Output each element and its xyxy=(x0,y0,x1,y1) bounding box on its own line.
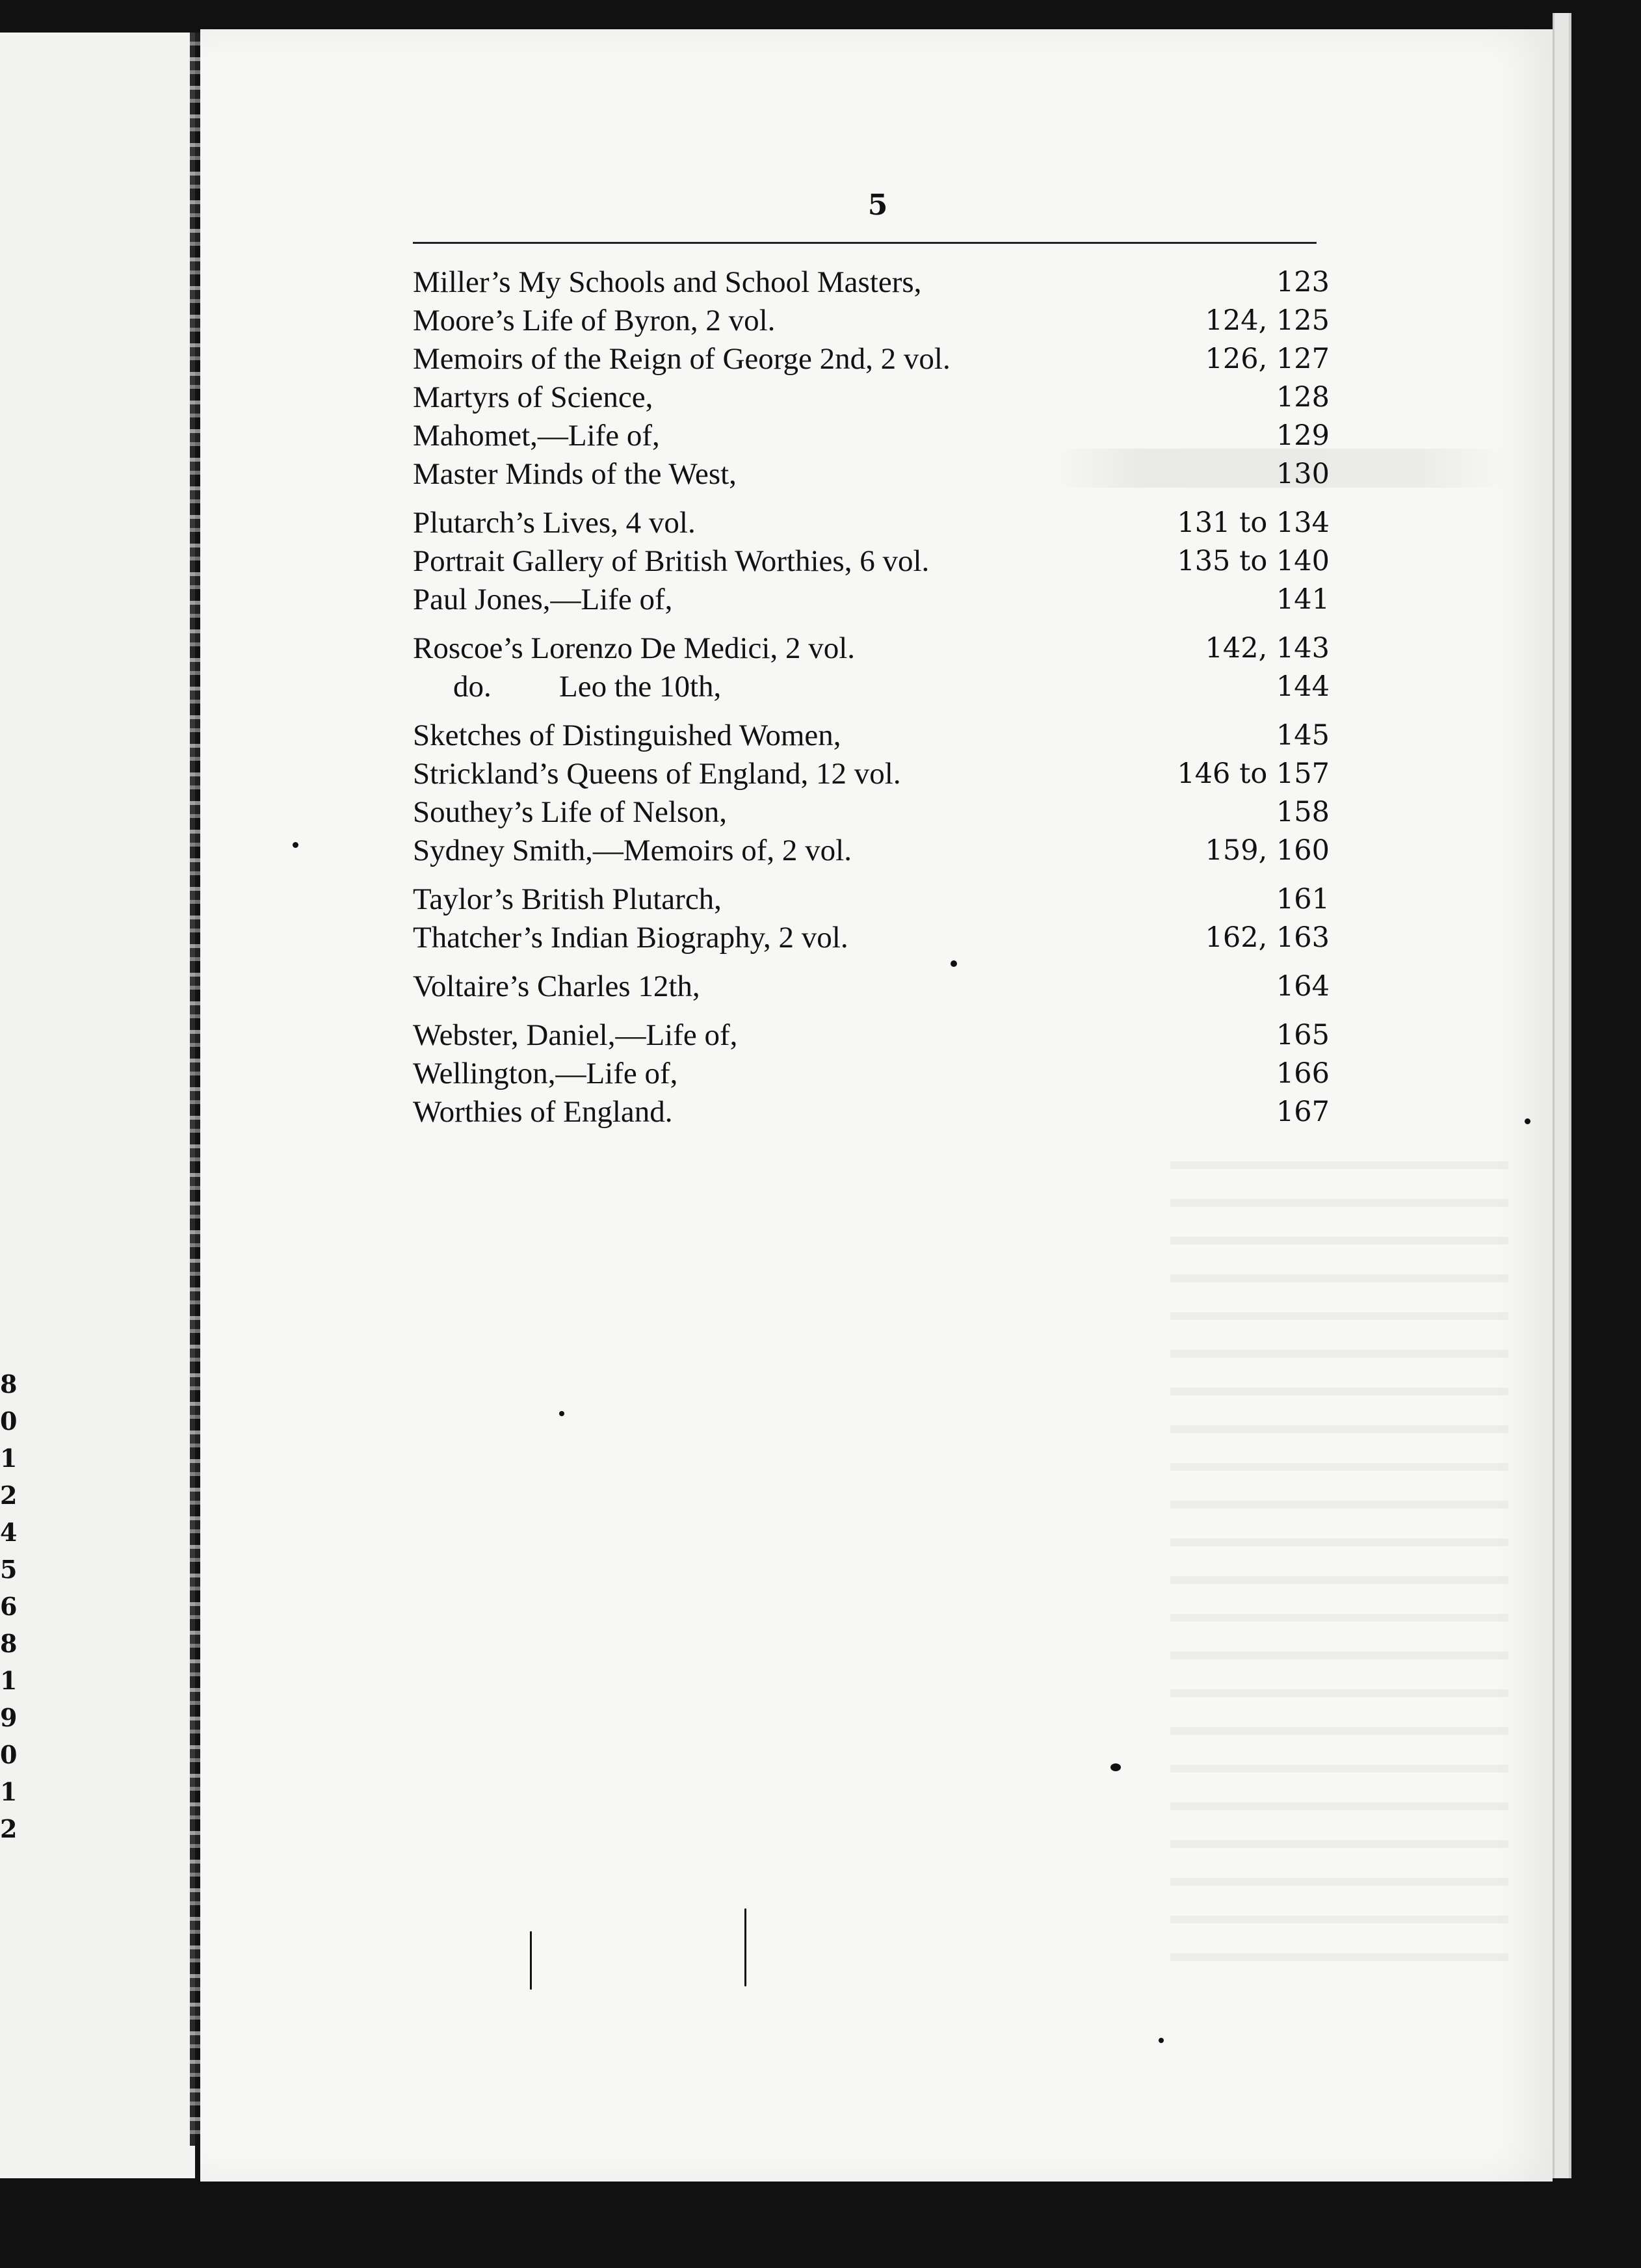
entry-number: 166 xyxy=(1276,1057,1330,1090)
facing-digit: 9 xyxy=(0,1703,18,1732)
scan-scratch xyxy=(744,1908,746,1986)
facing-digit: 5 xyxy=(0,1555,18,1584)
entry-number: 159, 160 xyxy=(1205,834,1330,867)
entry-number: 142, 143 xyxy=(1205,632,1330,665)
facing-digit: 1 xyxy=(0,1666,18,1695)
facing-digit: 0 xyxy=(0,1740,18,1769)
entry-title: Moore’s Life of Byron, 2 vol. xyxy=(413,304,776,337)
entry-title: Sydney Smith,—Memoirs of, 2 vol. xyxy=(413,834,852,867)
entry-number: 129 xyxy=(1276,419,1330,452)
entry-number: 162, 163 xyxy=(1205,921,1330,954)
catalog-entry xyxy=(413,340,1330,378)
facing-digit: 6 xyxy=(0,1592,18,1621)
catalog-entry xyxy=(413,1055,1330,1093)
entry-number: 144 xyxy=(1276,670,1330,703)
entry-title: Miller’s My Schools and School Masters, xyxy=(413,265,922,299)
catalog-entry xyxy=(413,832,1330,870)
entry-title: Portrait Gallery of British Worthies, 6 vol. xyxy=(413,544,930,578)
catalog-entry xyxy=(413,717,1330,755)
catalog-entry-list xyxy=(413,263,1330,1131)
catalog-entry xyxy=(413,302,1330,340)
entry-number: 145 xyxy=(1276,719,1330,752)
catalog-entry xyxy=(413,793,1330,832)
entry-title: Paul Jones,—Life of, xyxy=(413,583,673,616)
entry-title: Wellington,—Life of, xyxy=(413,1057,678,1090)
entry-number: 131 to 134 xyxy=(1177,507,1330,539)
catalog-entry xyxy=(413,1016,1330,1055)
entry-title: Leo the 10th, xyxy=(559,670,722,704)
facing-page-digits xyxy=(0,1365,20,1847)
binding-fold xyxy=(190,33,200,2146)
entry-number: 167 xyxy=(1276,1096,1330,1128)
entry-title: Sketches of Distinguished Women, xyxy=(413,719,841,752)
facing-digit: 4 xyxy=(0,1518,18,1547)
catalog-entry xyxy=(413,1093,1330,1131)
catalog-entry xyxy=(413,263,1330,302)
entry-number: 123 xyxy=(1276,266,1330,298)
entry-title: Mahomet,—Life of, xyxy=(413,419,660,453)
entry-number: 128 xyxy=(1276,381,1330,414)
entry-number: 141 xyxy=(1276,583,1330,616)
catalog-entry xyxy=(413,755,1330,793)
catalog-entry xyxy=(413,880,1330,919)
entry-title: Strickland’s Queens of England, 12 vol. xyxy=(413,757,901,791)
entry-title: Thatcher’s Indian Biography, 2 vol. xyxy=(413,921,848,955)
ditto-mark: do. xyxy=(453,670,492,704)
scan-speck xyxy=(559,1411,564,1416)
entry-number: 126, 127 xyxy=(1205,343,1330,375)
scan-speck xyxy=(951,960,957,967)
entry-title: Master Minds of the West, xyxy=(413,457,737,491)
catalog-entry xyxy=(413,542,1330,581)
header-rule xyxy=(413,242,1317,244)
page-edge xyxy=(1553,13,1571,2178)
entry-number: 164 xyxy=(1276,970,1330,1003)
catalog-entry xyxy=(413,581,1330,619)
facing-digit: 1 xyxy=(0,1444,18,1473)
facing-digit: 8 xyxy=(0,1629,18,1658)
catalog-entry xyxy=(413,378,1330,417)
catalog-entry xyxy=(413,629,1330,668)
entry-number: 124, 125 xyxy=(1205,304,1330,337)
page-number: 5 xyxy=(867,189,888,222)
facing-page-fragment xyxy=(0,33,195,2178)
scan-speck xyxy=(293,842,298,848)
entry-title: Voltaire’s Charles 12th, xyxy=(413,969,700,1003)
show-through-mark xyxy=(1170,1144,1508,1990)
entry-number: 165 xyxy=(1276,1019,1330,1051)
entry-title: Southey’s Life of Nelson, xyxy=(413,795,727,829)
entry-number: 158 xyxy=(1276,796,1330,828)
facing-digit: 2 xyxy=(0,1481,18,1510)
facing-digit: 0 xyxy=(0,1406,18,1436)
entry-title: Taylor’s British Plutarch, xyxy=(413,882,722,916)
entry-title: Plutarch’s Lives, 4 vol. xyxy=(413,506,696,540)
entry-title: Worthies of England. xyxy=(413,1095,673,1129)
scan-scratch xyxy=(530,1931,532,1990)
facing-digit: 8 xyxy=(0,1369,18,1399)
entry-number: 130 xyxy=(1276,458,1330,490)
entry-number: 135 to 140 xyxy=(1177,545,1330,577)
scan-speck xyxy=(1159,2038,1164,2043)
entry-title: Memoirs of the Reign of George 2nd, 2 vol. xyxy=(413,342,951,376)
entry-number: 146 to 157 xyxy=(1177,758,1330,790)
entry-title: Roscoe’s Lorenzo De Medici, 2 vol. xyxy=(413,631,856,665)
catalog-entry xyxy=(413,919,1330,957)
entry-number: 161 xyxy=(1276,883,1330,916)
scan-speck xyxy=(1110,1763,1121,1771)
facing-digit: 2 xyxy=(0,1814,18,1843)
catalog-entry xyxy=(413,417,1330,455)
catalog-entry xyxy=(413,455,1330,494)
scan-speck xyxy=(1525,1118,1530,1124)
entry-title: Martyrs of Science, xyxy=(413,380,653,414)
facing-digit: 1 xyxy=(0,1777,18,1806)
entry-title: Webster, Daniel,—Life of, xyxy=(413,1018,738,1052)
catalog-entry xyxy=(413,504,1330,542)
catalog-entry xyxy=(413,968,1330,1006)
catalog-entry xyxy=(413,668,1330,706)
